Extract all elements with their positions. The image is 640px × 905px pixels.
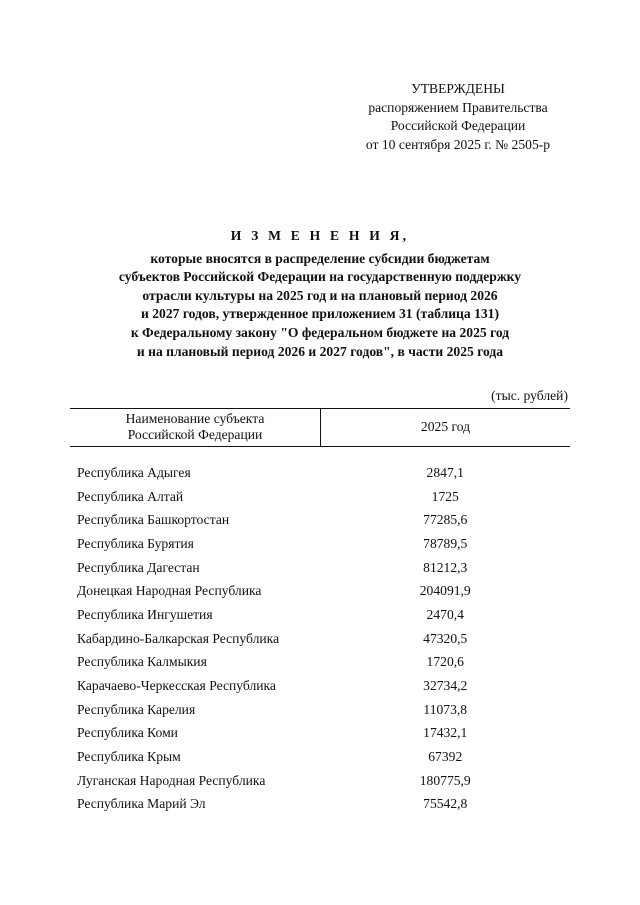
region-name: Луганская Народная Республика — [77, 772, 266, 788]
table-row — [70, 532, 570, 556]
region-value: 78789,5 — [423, 535, 468, 551]
region-name: Донецкая Народная Республика — [77, 583, 262, 599]
region-value: 17432,1 — [423, 725, 468, 741]
region-value: 81212,3 — [423, 559, 468, 575]
table-row — [70, 627, 570, 651]
table-row — [70, 485, 570, 509]
region-name: Карачаево-Черкесская Республика — [77, 678, 276, 694]
approval-heading: УТВЕРЖДЕНЫ — [411, 81, 505, 96]
approval-authority-country: Российской Федерации — [390, 118, 526, 133]
approval-block — [338, 80, 578, 154]
table-row — [70, 603, 570, 627]
region-name: Республика Алтай — [77, 488, 184, 504]
units-label: (тыс. рублей) — [491, 388, 568, 403]
region-value: 2470,4 — [426, 606, 464, 622]
subsidy-table — [70, 408, 570, 816]
region-value: 47320,5 — [423, 630, 468, 646]
document-title-block — [60, 227, 580, 361]
region-value: 2847,1 — [426, 464, 464, 480]
region-value: 1720,6 — [426, 654, 464, 670]
region-value: 77285,6 — [423, 512, 468, 528]
region-name: Республика Башкортостан — [77, 512, 230, 528]
header-region-name — [70, 409, 321, 447]
table-row — [70, 461, 570, 485]
region-name: Республика Бурятия — [77, 535, 194, 551]
table-row — [70, 793, 570, 817]
header-region-name-line1: Наименование субъекта — [125, 411, 265, 426]
region-name: Республика Адыгея — [77, 464, 191, 480]
region-name: Республика Дагестан — [77, 559, 200, 575]
approval-authority: распоряжением Правительства — [368, 99, 548, 115]
region-name: Республика Карелия — [77, 701, 196, 717]
approval-date-number: от 10 сентября 2025 г. № 2505-р — [365, 136, 551, 152]
document-subtitle: которые вносятся в распределение субсидии бюджетам субъектов Российской Федерации на государственную поддержку отрасли культуры на 2025 год и на плановый период 2026 и 2027 годов, утвержденное приложением 31 (таблица 131) к Федеральному закону "О федеральном бюджете на 2025 год и на плановый период 2026 и 2027 годов", в части 2025 года — [118, 250, 522, 359]
region-name: Республика Крым — [77, 749, 181, 765]
table-body — [70, 447, 570, 817]
region-value: 75542,8 — [423, 796, 468, 812]
region-value: 67392 — [428, 749, 463, 765]
table-row — [70, 769, 570, 793]
region-name: Республика Ингушетия — [77, 606, 213, 622]
region-name: Республика Марий Эл — [77, 796, 206, 812]
table-row — [70, 508, 570, 532]
region-value: 180775,9 — [419, 772, 471, 788]
table-row — [70, 579, 570, 603]
table-row — [70, 556, 570, 580]
table-row — [70, 745, 570, 769]
region-value: 1725 — [431, 488, 459, 504]
table-header-row — [70, 409, 570, 447]
region-value: 11073,8 — [423, 701, 468, 717]
header-year: 2025 год — [321, 409, 571, 447]
document-title: И З М Е Н Е Н И Я, — [230, 228, 410, 243]
region-name: Республика Коми — [77, 725, 178, 741]
region-name: Кабардино-Балкарская Республика — [77, 630, 280, 646]
table-spacer — [70, 447, 570, 462]
table-row — [70, 698, 570, 722]
region-value: 204091,9 — [419, 583, 471, 599]
table-row — [70, 674, 570, 698]
table-row — [70, 651, 570, 675]
table-row — [70, 722, 570, 746]
region-value: 32734,2 — [423, 678, 468, 694]
header-region-name-line2: Российской Федерации — [127, 427, 263, 442]
region-name: Республика Калмыкия — [77, 654, 207, 670]
